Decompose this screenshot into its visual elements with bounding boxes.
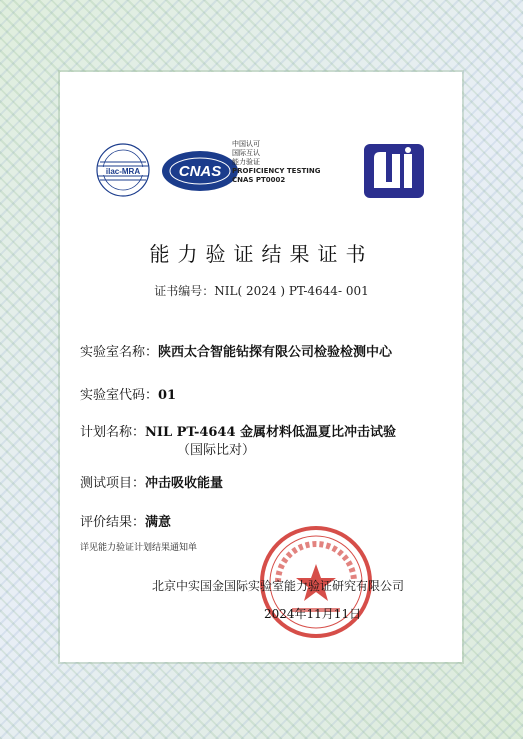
lab-name-label: 实验室名称： [80,345,159,360]
test-item-label: 测试项目： [80,476,146,491]
plan-name-line2: （国际比对） [177,443,256,458]
certificate-title: 能力验证结果证书 [149,242,374,266]
result-label: 评价结果： [80,515,146,530]
note-text: 详见能力验证计划结果通知单 [80,543,198,553]
test-item-row [80,472,223,491]
lab-code-value: 01 [158,388,177,403]
logo-row [92,140,432,212]
test-item-value: 冲击吸收能量 [145,476,224,491]
plan-label: 计划名称： [80,425,146,440]
ilac-mra-logo-icon [92,140,154,204]
plan-row [80,421,396,440]
cnas-en-line: CNAS PT0002 [232,176,286,184]
result-value: 满意 [145,515,172,530]
cnas-cn-line: 国际互认 [232,149,260,157]
ilac-text: ilac-MRA [105,167,141,176]
issuer-name: 北京中实国金国际实验室能力验证研究有限公司 [152,579,405,593]
nil-logo-icon [364,144,424,198]
result-row [80,511,171,530]
lab-code-row [80,384,176,403]
lab-code-label: 实验室代码： [80,388,159,403]
cnas-cn-line: 中国认可 [232,140,260,148]
cnas-text: CNAS [178,163,222,180]
cnas-cn-line: 能力验证 [232,158,260,166]
certificate-number: 证书编号：NIL( 2024 ) PT-4644- 001 [154,284,369,298]
issue-date: 2024年11月11日 [264,607,362,621]
lab-name-value: 陕西太合智能钻探有限公司检验检测中心 [158,345,393,360]
lab-name-row [80,341,392,360]
cnas-caption [232,140,320,185]
plan-name-line1: NIL PT-4644 金属材料低温夏比冲击试验 [145,425,397,440]
cnas-en-line: PROFICIENCY TESTING [232,167,321,175]
